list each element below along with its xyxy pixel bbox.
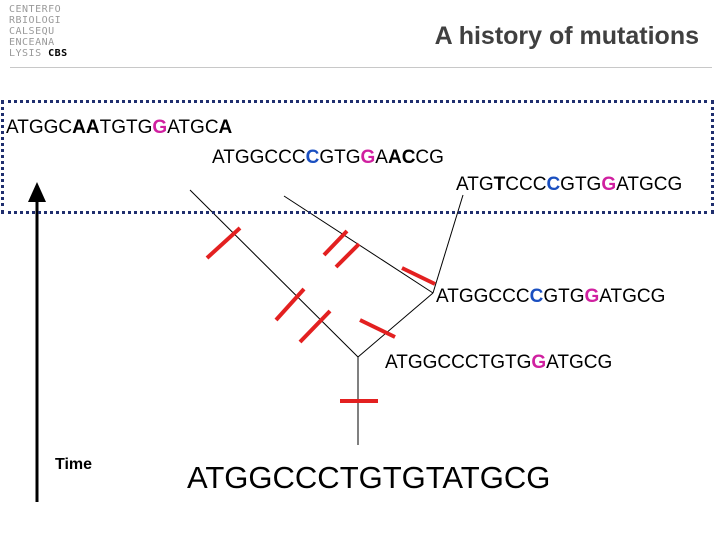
sequence-root — [187, 460, 550, 496]
nucleotide-run-normal: ATGGCCCTGTGTATGCG — [187, 460, 551, 495]
mutation-mark — [300, 311, 330, 342]
nucleotide-run-bold: AA — [72, 117, 100, 138]
nucleotide-run-magenta: G — [360, 147, 376, 168]
sequence-leaf-2 — [212, 147, 444, 169]
mutation-mark — [324, 231, 347, 255]
nucleotide-run-normal: GTG — [560, 174, 602, 195]
nucleotide-run-magenta: G — [584, 286, 600, 307]
nucleotide-run-bold: AC — [387, 147, 416, 168]
nucleotide-run-normal: TGTG — [99, 117, 153, 138]
nucleotide-run-normal: ATGGC — [6, 117, 73, 138]
mutation-mark — [207, 228, 240, 258]
nucleotide-run-magenta: G — [152, 117, 168, 138]
nucleotide-run-normal: ATGCG — [616, 174, 683, 195]
nucleotide-run-normal: ATG — [456, 174, 494, 195]
nucleotide-run-bold: T — [493, 174, 506, 195]
nucleotide-run-normal: CG — [415, 147, 444, 168]
logo-line: ENCEANA — [9, 37, 55, 48]
nucleotide-run-normal: ATGGCCC — [212, 147, 306, 168]
slide-title: A history of mutations — [434, 22, 699, 50]
nucleotide-run-normal: ATGGCCCTGTG — [385, 352, 532, 373]
nucleotide-run-magenta: G — [531, 352, 547, 373]
nucleotide-run-magenta: G — [601, 174, 617, 195]
nucleotide-run-normal: GTG — [543, 286, 585, 307]
logo-brand: CBS — [48, 48, 68, 59]
nucleotide-run-normal: A — [375, 147, 388, 168]
nucleotide-run-normal: ATGC — [167, 117, 219, 138]
nucleotide-run-blue: C — [305, 147, 320, 168]
nucleotide-run-normal: GTG — [319, 147, 361, 168]
logo-line: CALSEQU — [9, 26, 55, 37]
sequence-internal-upper — [436, 286, 665, 308]
nucleotide-run-normal: CCC — [505, 174, 547, 195]
sequence-internal-lower — [385, 352, 612, 374]
nucleotide-run-normal: ATGCG — [546, 352, 613, 373]
logo-line: LYSIS — [9, 48, 42, 59]
sequence-leaf-1 — [6, 117, 232, 139]
nucleotide-run-normal: ATGGCCC — [436, 286, 530, 307]
mutation-mark — [276, 289, 304, 320]
nucleotide-run-blue: C — [529, 286, 544, 307]
logo-line: RBIOLOGI — [9, 15, 62, 26]
nucleotide-run-blue: C — [546, 174, 561, 195]
time-axis-label: Time — [55, 456, 93, 473]
mutation-mark — [336, 244, 359, 267]
sequence-leaf-3 — [456, 174, 682, 196]
mutation-mark — [360, 320, 395, 337]
logo-line: CENTERFO — [9, 4, 62, 15]
branch-to-leaf-1 — [190, 190, 358, 357]
nucleotide-run-normal: ATGCG — [599, 286, 666, 307]
nucleotide-run-bold: A — [218, 117, 233, 138]
